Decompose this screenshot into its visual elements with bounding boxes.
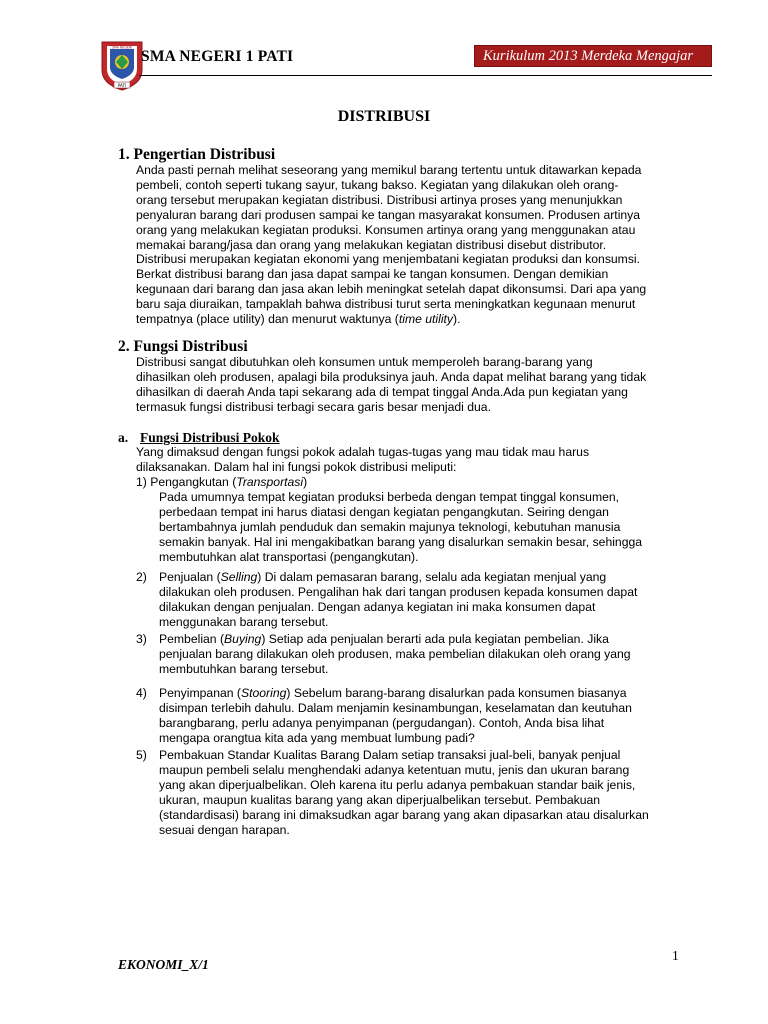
body-line: Pada umumnya tempat kegiatan produksi berbeda dengan tempat tinggal konsumen, bbox=[159, 490, 620, 504]
header-rule bbox=[139, 75, 712, 76]
body-line: termasuk fungsi distribusi terbagi secara garis besar menjadi dua. bbox=[136, 399, 491, 414]
list-item-1-heading: 1) Pengangkutan (Transportasi) bbox=[136, 474, 308, 489]
section-heading-2: 2. Fungsi Distribusi bbox=[118, 338, 248, 355]
body-line: perbedaan tempat ini harus diatasi dengan kegiatan pengangkutan. Seiring dengan bbox=[159, 504, 609, 519]
subsection-heading-a bbox=[118, 430, 280, 446]
section-heading-1: 1. Pengertian Distribusi bbox=[118, 146, 276, 163]
body-line: dihasilkan oleh produsen, apalagi bila produksinya jauh. Anda dapat melihat barang yang tidak bbox=[136, 369, 647, 384]
body-line: dilaksanakan. Dalam hal ini fungsi pokok distribusi meliputi: bbox=[136, 459, 457, 474]
body-line: Anda pasti pernah melihat seseorang yang memikul barang tertentu untuk ditawarkan kepada bbox=[136, 163, 642, 177]
list-text: Pembelian (Buying) Setiap ada penjualan berarti ada pula kegiatan pembelian. Jika penjualan barang dilakukan oleh produsen, maka pembelian dilakukan oleh orang yang membutuhkan barang tersebut. bbox=[159, 632, 631, 676]
list-item-1-body bbox=[159, 490, 696, 565]
list-number: 5) bbox=[136, 748, 147, 762]
body-line: Distribusi sangat dibutuhkan oleh konsumen untuk memperoleh barang-barang yang bbox=[136, 355, 593, 369]
list-number: 4) bbox=[136, 686, 147, 700]
body-line: membutuhkan alat transportasi (pengangkutan). bbox=[159, 549, 419, 564]
page-header bbox=[100, 40, 712, 98]
section-1-body bbox=[136, 163, 680, 327]
body-line: memakai barang/jasa dan orang yang melakukan kegiatan distribusi disebut distributor. bbox=[136, 237, 607, 252]
body-line: orang yang melakukan kegiatan produksi. Konsumen artinya orang yang menggunakan atau bbox=[136, 222, 636, 237]
logo-text-top: SMA NEGERI bbox=[111, 45, 133, 50]
footer-subject: EKONOMI_X/1 bbox=[118, 957, 209, 972]
body-line: baru saja diuraikan, tampaklah bahwa distribusi turut serta meningkatkan kegunaan menurut bbox=[136, 297, 636, 312]
body-line-last: tempatnya (place utility) dan menurut waktunya (time utility). bbox=[136, 312, 461, 327]
page-title: DISTRIBUSI bbox=[337, 108, 431, 125]
body-line: bertambahnya jumlah penduduk dan semakin majunya teknologi, kebutuhan manusia bbox=[159, 519, 621, 534]
list-text: Penyimpanan (Stooring) Sebelum barang-barang disalurkan pada konsumen biasanya disimpan terlebih dahulu. Dalam menjamin kesinambungan, keselamatan dan keutuhan barangbarang, perlu adanya penyimpanan (pergudangan). Contoh, Anda bisa lihat mengapa orangtua kita ada yang membuat lumbung padi? bbox=[159, 686, 632, 745]
body-line: dihasilkan di daerah Anda tapi sekarang ada di tempat tinggal Anda.Ada pun kegiatan yang bbox=[136, 384, 628, 399]
subsection-letter: a. bbox=[118, 430, 129, 445]
subsection-title: Fungsi Distribusi Pokok bbox=[140, 430, 280, 445]
list-number: 2) bbox=[136, 570, 147, 584]
body-line: Distribusi merupakan kegiatan ekonomi yang menjembatani kegiatan produksi dan konsumsi. bbox=[136, 252, 641, 267]
body-line: Yang dimaksud dengan fungsi pokok adalah tugas-tugas yang mau tidak mau harus bbox=[136, 445, 590, 459]
list-text: Pembakuan Standar Kualitas Barang Dalam setiap transaksi jual-beli, banyak penjual maupun pembeli selalu menghendaki adanya ketentuan mutu, jenis dan ukuran barang yang akan diperjualbelikan. Oleh karena itu perlu adanya pembakuan standar baik jenis, ukuran, maupun kualitas barang yang akan diperjualbelikan tersebut. Pembakuan (standardisasi) barang ini dimaksudkan agar barang yang akan dipasarkan atau disalurkan sesuai dengan harapan. bbox=[159, 748, 649, 837]
body-line: penyaluran barang dari produsen sampai ke tangan masyarakat konsumen. Produsen artinya bbox=[136, 207, 641, 222]
curriculum-label: Kurikulum 2013 Merdeka Mengajar bbox=[483, 48, 694, 64]
body-line: kegunaan dari barang dan jasa akan lebih meningkat setelah dapat dikonsumsi. Dari apa yang bbox=[136, 282, 647, 297]
logo-text-bottom: PATI bbox=[117, 82, 127, 88]
list-text: Penjualan (Selling) Di dalam pemasaran barang, selalu ada kegiatan menjual yang dilakukan oleh produsen. Pengalihan hak dari tangan produsen kepada konsumen dapat dilakukan dengan penjualan. Dengan adanya kegiatan ini maka konsumen dapat menggunakan barang tersebut. bbox=[159, 570, 638, 629]
body-line: pembeli, contoh seperti tukang sayur, tukang bakso. Kegiatan yang dilakukan oleh orang- bbox=[136, 177, 619, 192]
subsection-a-intro bbox=[136, 445, 696, 490]
school-logo bbox=[100, 40, 144, 92]
school-name: SMA NEGERI 1 PATI bbox=[141, 48, 294, 65]
section-2-body bbox=[136, 355, 680, 415]
body-line: semakin banyak. Hal ini mengakibatkan barang yang disalurkan semakin besar, sehingga bbox=[159, 534, 643, 549]
list-number: 3) bbox=[136, 632, 147, 646]
page-number: 1 bbox=[672, 948, 679, 963]
body-line: orang tersebut merupakan kegiatan distribusi. Distribusi artinya proses yang menunjukkan bbox=[136, 192, 623, 207]
body-line: Berkat distribusi barang dan jasa dapat sampai ke tangan konsumen. Dengan demikian bbox=[136, 267, 609, 282]
curriculum-badge bbox=[474, 45, 712, 67]
